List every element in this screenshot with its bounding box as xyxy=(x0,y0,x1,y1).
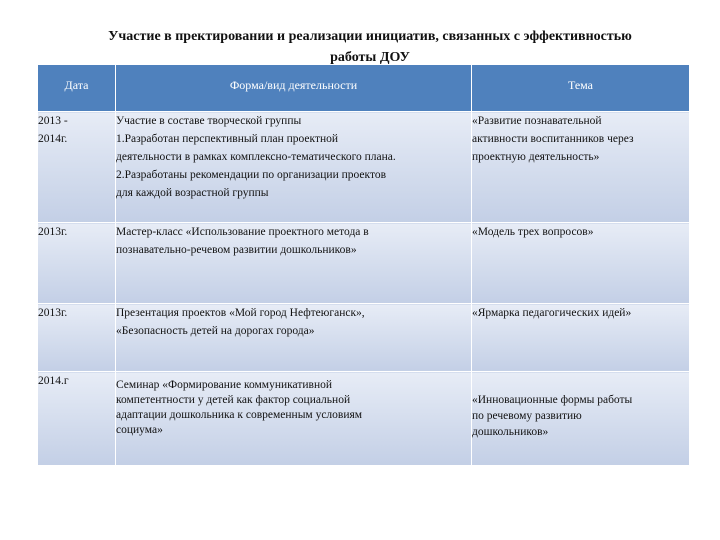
theme-line: «Развитие познавательной xyxy=(472,115,602,127)
form-line: Презентация проектов «Мой город Нефтеюганск», xyxy=(116,307,365,319)
theme-cell xyxy=(472,304,690,372)
table-row xyxy=(38,304,690,372)
date-line: 2014г. xyxy=(38,133,68,145)
theme-cell xyxy=(472,112,690,223)
date-cell xyxy=(38,304,116,372)
form-cell xyxy=(116,112,472,223)
date-cell xyxy=(38,372,116,466)
theme-line: «Инновационные формы работы xyxy=(472,394,633,406)
form-line: познавательно-речевом развитии дошкольников» xyxy=(116,244,357,256)
date-cell xyxy=(38,223,116,304)
theme-line: по речевому развитию xyxy=(472,410,582,422)
page-title-line-2: работы ДОУ xyxy=(330,50,410,65)
form-line: Мастер-класс «Использование проектного метода в xyxy=(116,226,369,238)
theme-line: дошкольников» xyxy=(472,426,549,438)
column-header-date: Дата xyxy=(38,65,116,112)
table-row xyxy=(38,372,690,466)
date-line: 2014.г xyxy=(38,375,69,387)
table-row xyxy=(38,112,690,223)
theme-line: активности воспитанников через xyxy=(472,133,634,145)
theme-line: «Ярмарка педагогических идей» xyxy=(472,307,632,319)
theme-cell xyxy=(472,372,690,466)
form-line: адаптации дошкольника к современным условиям xyxy=(116,409,363,421)
form-line: Семинар «Формирование коммуникативной xyxy=(116,379,333,391)
form-line: 1.Разработан перспективный план проектной xyxy=(116,133,339,145)
form-line: Участие в составе творческой группы xyxy=(116,115,302,127)
column-header-theme: Тема xyxy=(472,65,690,112)
date-line: 2013 - xyxy=(38,115,68,127)
date-line: 2013г. xyxy=(38,307,68,319)
table-header-row xyxy=(38,65,690,112)
form-line: социума» xyxy=(116,424,163,436)
table-row xyxy=(38,223,690,304)
form-line: для каждой возрастной группы xyxy=(116,187,269,199)
form-line: «Безопасность детей на дорогах города» xyxy=(116,325,315,337)
form-line: деятельности в рамках комплексно-тематического плана. xyxy=(116,151,396,163)
form-cell xyxy=(116,223,472,304)
form-cell xyxy=(116,372,472,466)
theme-cell xyxy=(472,223,690,304)
theme-line: «Модель трех вопросов» xyxy=(472,226,594,238)
form-cell xyxy=(116,304,472,372)
column-header-form: Форма/вид деятельности xyxy=(116,65,472,112)
date-cell xyxy=(38,112,116,223)
page-title xyxy=(40,26,700,68)
activities-table xyxy=(37,64,690,466)
form-line: компетентности у детей как фактор социальной xyxy=(116,394,351,406)
page-title-line-1: Участие в пректировании и реализации инициатив, связанных с эффективностью xyxy=(108,29,632,44)
form-line: 2.Разработаны рекомендации по организации проектов xyxy=(116,169,386,181)
theme-line: проектную деятельность» xyxy=(472,151,600,163)
date-line: 2013г. xyxy=(38,226,68,238)
